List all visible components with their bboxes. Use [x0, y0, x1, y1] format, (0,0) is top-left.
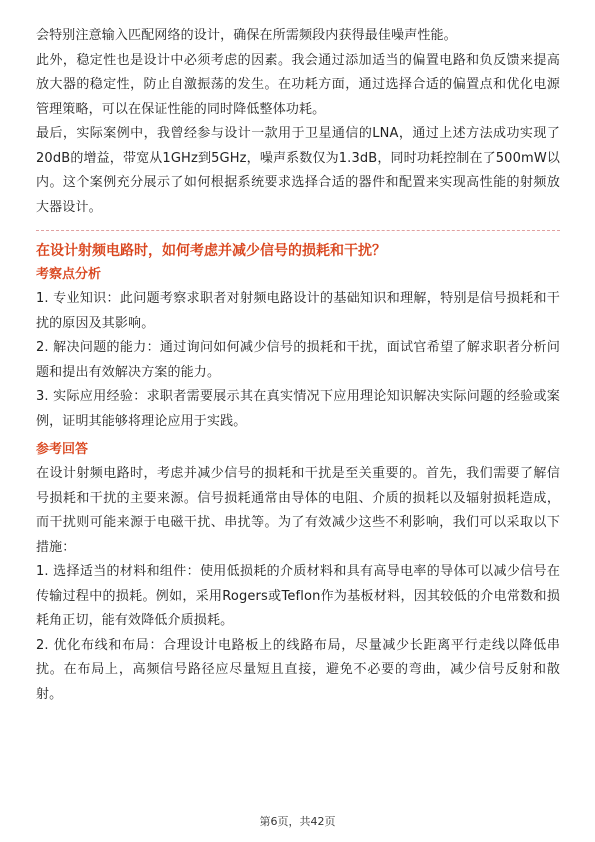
section-divider — [36, 230, 560, 231]
page-number: 第6页，共42页 — [259, 815, 336, 828]
answer-intro: 在设计射频电路时，考虑并减少信号的损耗和干扰是至关重要的。首先，我们需要了解信号损耗和干扰的主要来源。信号损耗通常由导体的电阻、介质的损耗以及辐射损耗造成，而干扰则可能来源于电磁干扰、串扰等。为了有效减少这些不利影响，我们可以采取以下措施： — [36, 466, 560, 555]
answer-heading: 参考回答 — [36, 442, 89, 457]
answer-item-1: 1. 选择适当的材料和组件：使用低损耗的介质材料和具有高导电率的导体可以减少信号在传输过程中的损耗。例如，采用Rogers或Teflon作为基板材料，因其较低的介电常数和损耗角正切，能有效降低介质损耗。 — [36, 564, 560, 628]
analysis-heading: 考察点分析 — [36, 267, 102, 282]
analysis-item-2: 2. 解决问题的能力：通过询问如何减少信号的损耗和干扰，面试官希望了解求职者分析问题和提出有效解决方案的能力。 — [36, 340, 560, 380]
analysis-item-3: 3. 实际应用经验：求职者需要展示其在真实情况下应用理论知识解决实际问题的经验或案例，证明其能够将理论应用于实践。 — [36, 389, 560, 429]
intro-paragraph-3: 最后，实际案例中，我曾经参与设计一款用于卫星通信的LNA，通过上述方法成功实现了20dB的增益，带宽从1GHz到5GHz，噪声系数仅为1.3dB，同时功耗控制在了500mW以内。这个案例充分展示了如何根据系统要求选择合适的器件和配置来实现高性能的射频放大器设计。 — [36, 126, 560, 215]
intro-paragraph-2: 此外，稳定性也是设计中必须考虑的因素。我会通过添加适当的偏置电路和负反馈来提高放大器的稳定性，防止自激振荡的发生。在功耗方面，通过选择合适的偏置点和优化电源管理策略，可以在保证性能的同时降低整体功耗。 — [36, 52, 560, 117]
document-body — [36, 24, 560, 707]
question-title: 在设计射频电路时，如何考虑并减少信号的损耗和干扰？ — [36, 243, 386, 259]
intro-paragraph-1: 会特别注意输入匹配网络的设计，确保在所需频段内获得最佳噪声性能。 — [36, 28, 457, 43]
answer-item-2: 2. 优化布线和布局：合理设计电路板上的线路布局，尽量减少长距离平行走线以降低串扰。在布局上，高频信号路径应尽量短且直接，避免不必要的弯曲，减少信号反射和散射。 — [36, 637, 560, 702]
analysis-item-1: 1. 专业知识：此问题考察求职者对射频电路设计的基础知识和理解，特别是信号损耗和干扰的原因及其影响。 — [36, 291, 560, 331]
